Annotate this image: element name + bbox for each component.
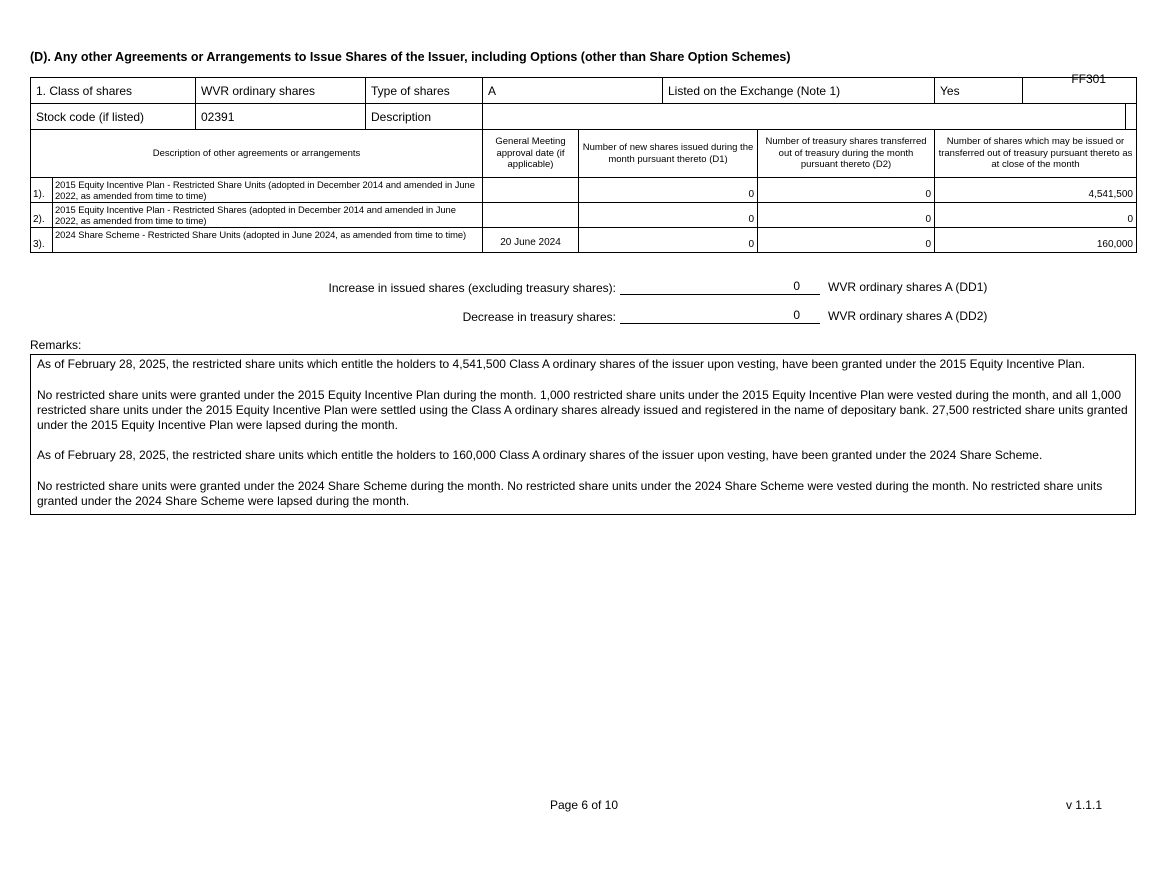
header-treasury-transferred: Number of treasury shares transferred out of treasury during the month pursuant thereto (D2) bbox=[758, 130, 935, 178]
header-new-shares: Number of new shares issued during the month pursuant thereto (D1) bbox=[579, 130, 758, 178]
agreement-description: 2015 Equity Incentive Plan - Restricted Shares (adopted in December 2014 and amended in June 2022, as amended from time to time) bbox=[53, 203, 483, 228]
decrease-treasury-shares-value: 0 bbox=[793, 308, 800, 323]
version-label: v 1.1.1 bbox=[1065, 798, 1102, 812]
class-of-shares-label: 1. Class of shares bbox=[31, 78, 196, 104]
section-title: (D). Any other Agreements or Arrangements to Issue Shares of the Issuer, including Options (other than Share Option Schemes) bbox=[30, 50, 791, 64]
shares-may-be-issued: 4,541,500 bbox=[935, 178, 1137, 203]
stock-code-value: 02391 bbox=[196, 104, 366, 130]
row-number: 2). bbox=[31, 203, 53, 228]
header-may-be-issued: Number of shares which may be issued or transferred out of treasury pursuant thereto as at close of the month bbox=[935, 130, 1137, 178]
document-page bbox=[0, 50, 1168, 812]
agreement-description: 2015 Equity Incentive Plan - Restricted Share Units (adopted in December 2014 and amended in June 2022, as amended from time to time) bbox=[53, 178, 483, 203]
decrease-treasury-shares-label: Decrease in treasury shares: bbox=[462, 310, 616, 325]
approval-date: 20 June 2024 bbox=[483, 228, 579, 253]
approval-date bbox=[483, 178, 579, 203]
description-value bbox=[483, 104, 1137, 130]
remarks-paragraph: As of February 28, 2025, the restricted share units which entitle the holders to 4,541,500 Class A ordinary shares of the issuer upon vesting, have been granted under the 2015 Equity Incentive Plan. bbox=[37, 357, 1085, 372]
decrease-treasury-shares-note: WVR ordinary shares A (DD2) bbox=[828, 309, 988, 324]
new-shares-issued: 0 bbox=[579, 203, 758, 228]
header-description: Description of other agreements or arrangements bbox=[31, 130, 483, 178]
remarks-label: Remarks: bbox=[30, 338, 82, 353]
table-header-row bbox=[31, 130, 1137, 178]
table-row bbox=[31, 178, 1137, 203]
increase-issued-shares-label: Increase in issued shares (excluding treasury shares): bbox=[328, 281, 616, 296]
new-shares-issued: 0 bbox=[579, 178, 758, 203]
agreements-table bbox=[30, 129, 1137, 253]
remarks-paragraph: No restricted share units were granted under the 2024 Share Scheme during the month. No restricted share units under the 2024 Share Scheme were vested during the month. No restricted share units granted under the 2024 Share Scheme were lapsed during the month. bbox=[37, 478, 1103, 508]
increase-issued-shares-field bbox=[620, 279, 820, 295]
remarks-paragraph: As of February 28, 2025, the restricted share units which entitle the holders to 160,000 Class A ordinary shares of the issuer upon vesting, have been granted under the 2024 Share Scheme. bbox=[37, 448, 1043, 463]
decrease-treasury-shares-field bbox=[620, 308, 820, 324]
share-class-table bbox=[30, 77, 1137, 130]
increase-issued-shares-row bbox=[0, 279, 1168, 295]
table-row bbox=[31, 104, 1137, 130]
treasury-transferred: 0 bbox=[758, 203, 935, 228]
cell-divider bbox=[1125, 104, 1126, 129]
new-shares-issued: 0 bbox=[579, 228, 758, 253]
page-footer bbox=[0, 798, 1168, 812]
description-label: Description bbox=[366, 104, 483, 130]
increase-issued-shares-note: WVR ordinary shares A (DD1) bbox=[828, 280, 988, 295]
increase-issued-shares-value: 0 bbox=[793, 279, 800, 294]
summary-section bbox=[0, 279, 1168, 324]
shares-may-be-issued: 160,000 bbox=[935, 228, 1137, 253]
agreement-description: 2024 Share Scheme - Restricted Share Units (adopted in June 2024, as amended from time to time) bbox=[53, 228, 483, 253]
listed-on-exchange-value: Yes bbox=[935, 78, 1023, 104]
table-row bbox=[31, 203, 1137, 228]
remarks-box bbox=[30, 354, 1136, 515]
approval-date bbox=[483, 203, 579, 228]
treasury-transferred: 0 bbox=[758, 178, 935, 203]
remarks-paragraph: No restricted share units were granted under the 2015 Equity Incentive Plan during the month. 1,000 restricted share units under the 2015 Equity Incentive Plan were vested during the month, and all 1,000 restricted share units under the 2015 Equity Incentive Plan were settled using the Class A ordinary shares already issued and registered in the name of depositary bank. 27,500 restricted share units granted under the 2015 Equity Incentive Plan were lapsed during the month. bbox=[37, 387, 1128, 433]
row-number: 1). bbox=[31, 178, 53, 203]
row-number: 3). bbox=[31, 228, 53, 253]
decrease-treasury-shares-row bbox=[0, 308, 1168, 324]
stock-code-label: Stock code (if listed) bbox=[31, 104, 196, 130]
page-number: Page 6 of 10 bbox=[549, 798, 619, 812]
table-row bbox=[31, 78, 1137, 104]
table-row bbox=[31, 228, 1137, 253]
class-of-shares-value: WVR ordinary shares bbox=[196, 78, 366, 104]
shares-may-be-issued: 0 bbox=[935, 203, 1137, 228]
listed-on-exchange-label: Listed on the Exchange (Note 1) bbox=[663, 78, 935, 104]
type-of-shares-label: Type of shares bbox=[366, 78, 483, 104]
form-code: FF301 bbox=[1071, 72, 1106, 86]
type-of-shares-value: A bbox=[483, 78, 663, 104]
header-approval-date: General Meeting approval date (if applicable) bbox=[483, 130, 579, 178]
treasury-transferred: 0 bbox=[758, 228, 935, 253]
